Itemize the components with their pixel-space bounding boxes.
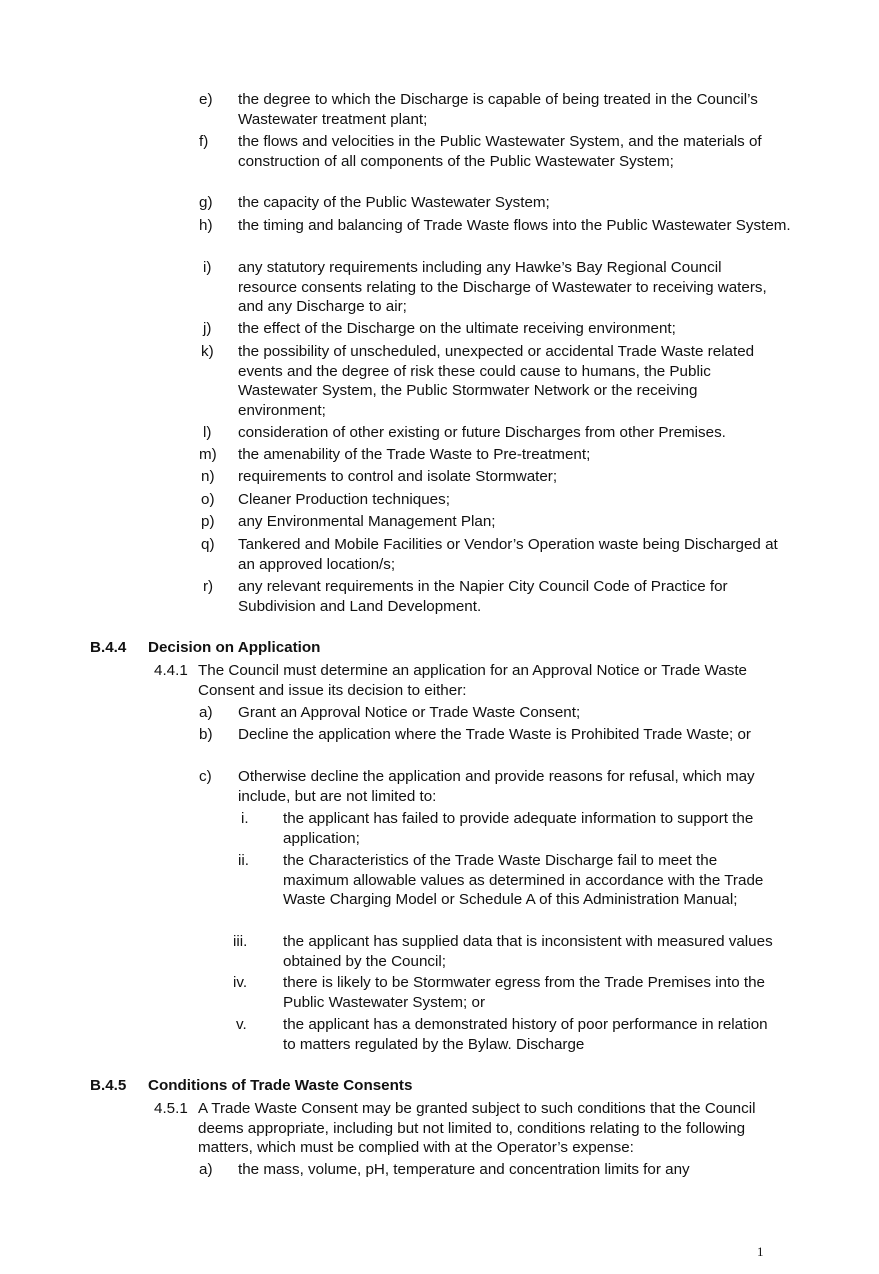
- list-item-b: [0, 725, 879, 765]
- clause-number: 4.5.1: [154, 1100, 188, 1117]
- list-item-k: [0, 342, 879, 422]
- list-item-a: [0, 703, 879, 723]
- list-item-label: c): [199, 768, 212, 785]
- sub-item-text: the Characteristics of the Trade Waste Discharge fail to meet the maximum allowable values as determined in accordance with the Trade Waste Charging Model or Schedule A of this Administration Manual;: [283, 852, 764, 909]
- list-item-text: the degree to which the Discharge is capable of being treated in the Council’s Wastewater treatment plant;: [238, 91, 758, 128]
- section-title: Conditions of Trade Waste Consents: [148, 1077, 413, 1094]
- list-item-label: a): [199, 1161, 213, 1178]
- clause-4-4-1: [0, 661, 879, 701]
- list-item-text: the possibility of unscheduled, unexpected or accidental Trade Waste related events and the degree of risk these could cause to humans, the Public Wastewater System, the Public Stormwater Network or the receiving environment;: [238, 343, 755, 419]
- list-item-text: any relevant requirements in the Napier City Council Code of Practice for Subdivision and Land Development.: [238, 578, 728, 615]
- list-item-label: g): [199, 194, 213, 211]
- list-item-label: l): [203, 424, 212, 441]
- list-item-label: b): [199, 726, 213, 743]
- sub-item-text: the applicant has a demonstrated history of poor performance in relation to matters regulated by the Bylaw. Discharge: [283, 1016, 768, 1053]
- list-item-o: [0, 490, 879, 510]
- sub-item-text: the applicant has failed to provide adequate information to support the application;: [283, 810, 754, 847]
- list-item-c: [0, 767, 879, 807]
- list-item-label: i): [203, 259, 212, 276]
- list-item-text: Tankered and Mobile Facilities or Vendor’s Operation waste being Discharged at an approved location/s;: [238, 536, 778, 573]
- list-item-e: [0, 90, 879, 130]
- sub-item-text: the applicant has supplied data that is inconsistent with measured values obtained by the Council;: [283, 933, 773, 970]
- sub-item-v: [0, 1015, 879, 1055]
- list-item-text: the flows and velocities in the Public Wastewater System, and the materials of construction of all components of the Public Wastewater System;: [238, 133, 762, 170]
- list-item-n: [0, 467, 879, 487]
- sub-item-label: iii.: [233, 933, 248, 950]
- clause-text: The Council must determine an application for an Approval Notice or Trade Waste Consent and issue its decision to either:: [198, 662, 747, 699]
- section-title: Decision on Application: [148, 639, 321, 656]
- list-item-a: [0, 1160, 879, 1180]
- list-item-f: [0, 132, 879, 192]
- list-item-label: a): [199, 704, 213, 721]
- list-item-g: [0, 193, 879, 213]
- sub-item-ii: [0, 851, 879, 931]
- sub-item-text: there is likely to be Stormwater egress from the Trade Premises into the Public Wastewater System; or: [283, 974, 765, 1011]
- list-item-label: n): [201, 468, 215, 485]
- list-item-text: any Environmental Management Plan;: [238, 513, 496, 530]
- list-item-label: q): [201, 536, 215, 553]
- list-item-label: e): [199, 91, 213, 108]
- section-number: B.4.5: [90, 1077, 127, 1094]
- list-item-i: [0, 258, 879, 318]
- list-item-text: Cleaner Production techniques;: [238, 491, 450, 508]
- list-item-text: the capacity of the Public Wastewater System;: [238, 194, 550, 211]
- list-item-text: requirements to control and isolate Stormwater;: [238, 468, 558, 485]
- sub-item-iii: [0, 932, 879, 972]
- clause-number: 4.4.1: [154, 662, 188, 679]
- list-item-text: the effect of the Discharge on the ultimate receiving environment;: [238, 320, 676, 337]
- sub-item-iv: [0, 973, 879, 1013]
- list-item-p: [0, 512, 879, 532]
- sub-item-label: i.: [241, 810, 249, 827]
- list-item-label: k): [201, 343, 214, 360]
- sub-item-label: ii.: [238, 852, 249, 869]
- list-item-text: the mass, volume, pH, temperature and concentration limits for any: [238, 1161, 690, 1178]
- list-item-text: consideration of other existing or future Discharges from other Premises.: [238, 424, 726, 441]
- sub-item-label: v.: [236, 1016, 247, 1033]
- list-item-label: m): [199, 446, 217, 463]
- section-number: B.4.4: [90, 639, 127, 656]
- sub-item-label: iv.: [233, 974, 248, 991]
- list-item-label: r): [203, 578, 214, 595]
- list-item-text: Decline the application where the Trade Waste is Prohibited Trade Waste; or: [238, 726, 751, 743]
- list-item-label: h): [199, 217, 213, 234]
- list-item-j: [0, 319, 879, 339]
- list-item-text: Grant an Approval Notice or Trade Waste Consent;: [238, 704, 581, 721]
- list-item-label: f): [199, 133, 209, 150]
- list-item-l: [0, 423, 879, 443]
- list-item-m: [0, 445, 879, 465]
- list-item-text: Otherwise decline the application and provide reasons for refusal, which may include, but are not limited to:: [238, 768, 755, 805]
- list-item-text: the amenability of the Trade Waste to Pre-treatment;: [238, 446, 591, 463]
- clause-4-5-1: [0, 1099, 879, 1159]
- list-item-h: [0, 216, 879, 256]
- sub-item-i: [0, 809, 879, 849]
- list-item-label: o): [201, 491, 215, 508]
- page-number: 1: [757, 1244, 764, 1259]
- list-item-label: p): [201, 513, 215, 530]
- list-item-q: [0, 535, 879, 575]
- list-item-r: [0, 577, 879, 617]
- list-item-text: any statutory requirements including any Hawke’s Bay Regional Council resource consents relating to the Discharge of Wastewater to receiving waters, and any Discharge to air;: [238, 259, 767, 316]
- list-item-text: the timing and balancing of Trade Waste flows into the Public Wastewater System.: [238, 217, 791, 234]
- clause-text: A Trade Waste Consent may be granted subject to such conditions that the Council deems appropriate, including but not limited to, conditions relating to the following matters, which must be complied with at the Operator’s expense:: [198, 1100, 756, 1157]
- list-item-label: j): [203, 320, 212, 337]
